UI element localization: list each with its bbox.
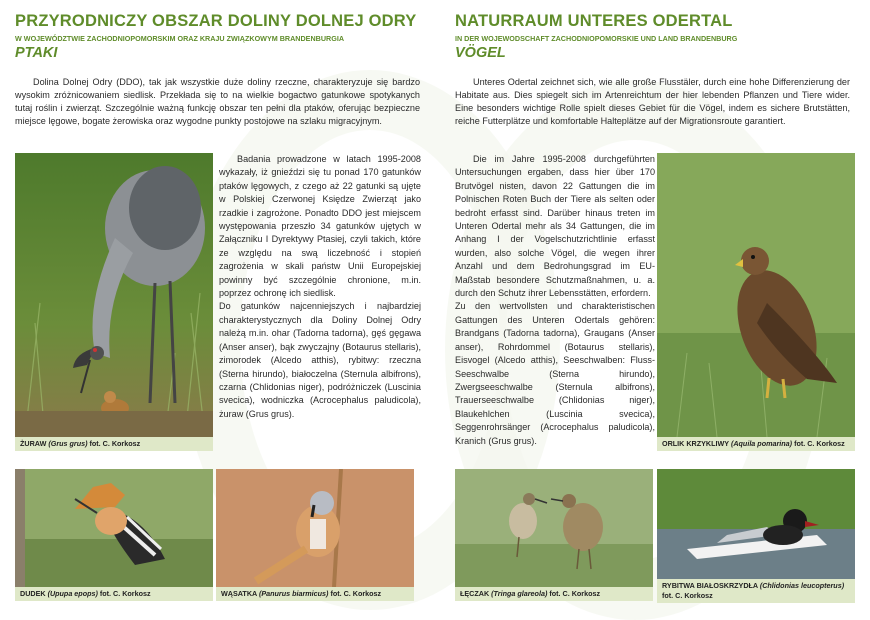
hoopoe-caption: DUDEK (Upupa epops) fot. C. Korkosz xyxy=(15,587,213,601)
bearded-tit-photo xyxy=(216,469,414,587)
page-subtitle-german: IN DER WOJEWODSCHAFT ZACHODNIOPOMORSKIE UND LAND BRANDENBURG xyxy=(455,34,738,43)
right-paragraph-2: Zu den wertvollsten und charakteristischen Gattungen des Unteren Odertals gehören: Brandgans (Tadorna tadorna), Graugans (Anser anser), Rohrdommel (Botaurus stellaris), Eisvogel (Alcedo atthis), Seeschwalben: Fluss-Seeschwalbe (Sterna hirundo), Zwergseeschwalbe (Sternula albifrons), Trauerseeschwalbe (Chlidonias niger), Blaukehlchen (Luscinia svecica), Seggenrohrsänger (Acrocephalus paludicola), Kranich (Grus grus). xyxy=(455,301,655,446)
left-paragraph-2: Do gatunków najcenniejszych i najbardziej charakterystycznych dla Doliny Dolnej Odry należą m.in. ohar (Tadorna tadorna), gęś gęgawa (Anser anser), bąk zwyczajny (Botaurus stellaris), zimorodek (Alcedo atthis), rybitwy: rzeczna (Sterna hirundo), białoczelna (Sternula albifrons), czarna (Chlidonias niger), podróżniczek (Luscinia svecica), wodniczka (Acrocephalus paludicola), żuraw (Grus grus). xyxy=(219,301,421,419)
left-page xyxy=(0,0,435,616)
hoopoe-photo xyxy=(15,469,213,587)
left-paragraph-1: Badania prowadzone w latach 1995-2008 wykazały, iż gnieździ się tu ponad 170 gatunków ptaków lęgowych, z czego aż 22 gatunki są ujęte w Polskiej Czerwonej Księdze Zwierząt jako rzadkie i zagrożone. Ponadto DDO jest miejscem występowania przeszło 34 gatunków ujętych w Załączniku I Dyrektywy Ptasiej, czyli takich, które ze względu na swą liczebność i stopień zagrożenia w skali państw Unii Europejskiej powinny być szczególnie chronione, m.in. poprzez ochronę ich siedlisk. xyxy=(219,154,421,299)
eagle-caption: ORLIK KRZYKLIWY (Aquila pomarina) fot. C. Korkosz xyxy=(657,437,855,451)
tern-caption: RYBITWA BIAŁOSKRZYDŁA (Chlidonias leucopterus) fot. C. Korkosz xyxy=(657,579,855,603)
right-paragraph-1: Die im Jahre 1995-2008 durchgeführten Untersuchungen ergaben, dass hier über 170 Brutvögel nisten, davon 22 Gattungen die im Polnischen Roten Buch der Tiere als selten oder bedroht erfasst sind. Darüber hinaus treten im Unteren Odertal mehr als 34 Gattungen, die im Anhang I der Vogelschutzrichtlinie erfasst wurden, also solche Vögel, die wegen ihrer Anzahl und dem Bedrohungsgrad im EU-Maßstab besondere Schutzmaßnahmen, u. a. durch den Schutz ihrer Lebensstätten, erfordern. xyxy=(455,154,655,299)
crane-photo xyxy=(15,153,213,437)
white-winged-tern-photo xyxy=(657,469,855,579)
sandpiper-caption: ŁĘCZAK (Tringa glareola) fot. C. Korkosz xyxy=(455,587,653,601)
right-page xyxy=(435,0,870,616)
intro-paragraph-polish: Dolina Dolnej Odry (DDO), tak jak wszystkie duże doliny rzeczne, charakteryzuje się bardzo wysokim zróżnicowaniem siedlisk. Przekłada się to na wielkie bogactwo gatunkowe spotykanych tutaj roślin i zwierząt. Szczególnie ważną funkcję obszar ten pełni dla ptaków, oferując bezpieczne miejsce lęgowe, bogate żerowiska oraz wygodne punkty postojowe na szlaku migracyjnym. xyxy=(15,77,420,127)
crane-caption: ŻURAW (Grus grus) fot. C. Korkosz xyxy=(15,437,213,451)
bearded-tit-caption: WĄSATKA (Panurus biarmicus) fot. C. Korkosz xyxy=(216,587,414,601)
page-title-german: NATURRAUM UNTERES ODERTAL xyxy=(455,12,733,30)
section-heading-ptaki: PTAKI xyxy=(15,45,58,61)
intro-paragraph-german: Unteres Odertal zeichnet sich, wie alle große Flusstäler, durch eine hohe Differenzierung der Habitate aus. Dies spiegelt sich im Artenreichtum der hier lebenden Pflanzen und Tiere wider. Eine besonders wichtige Rolle spielt dieses Gebiet für die Vögel, indem es sichere Brutstätten, reiche Futterplätze und komfortable Halteplätze auf der Migrationsroute garantiert. xyxy=(455,77,850,127)
page-title-polish: PRZYRODNICZY OBSZAR DOLINY DOLNEJ ODRY xyxy=(15,12,417,30)
section-heading-voegel: VÖGEL xyxy=(455,45,506,61)
wood-sandpiper-photo xyxy=(455,469,653,587)
page-subtitle-polish: W WOJEWÓDZTWIE ZACHODNIOPOMORSKIM ORAZ KRAJU ZWIĄZKOWYM BRANDENBURGIA xyxy=(15,34,345,43)
left-text-column xyxy=(219,153,421,421)
right-text-column xyxy=(455,153,655,448)
lesser-spotted-eagle-photo xyxy=(657,153,855,437)
